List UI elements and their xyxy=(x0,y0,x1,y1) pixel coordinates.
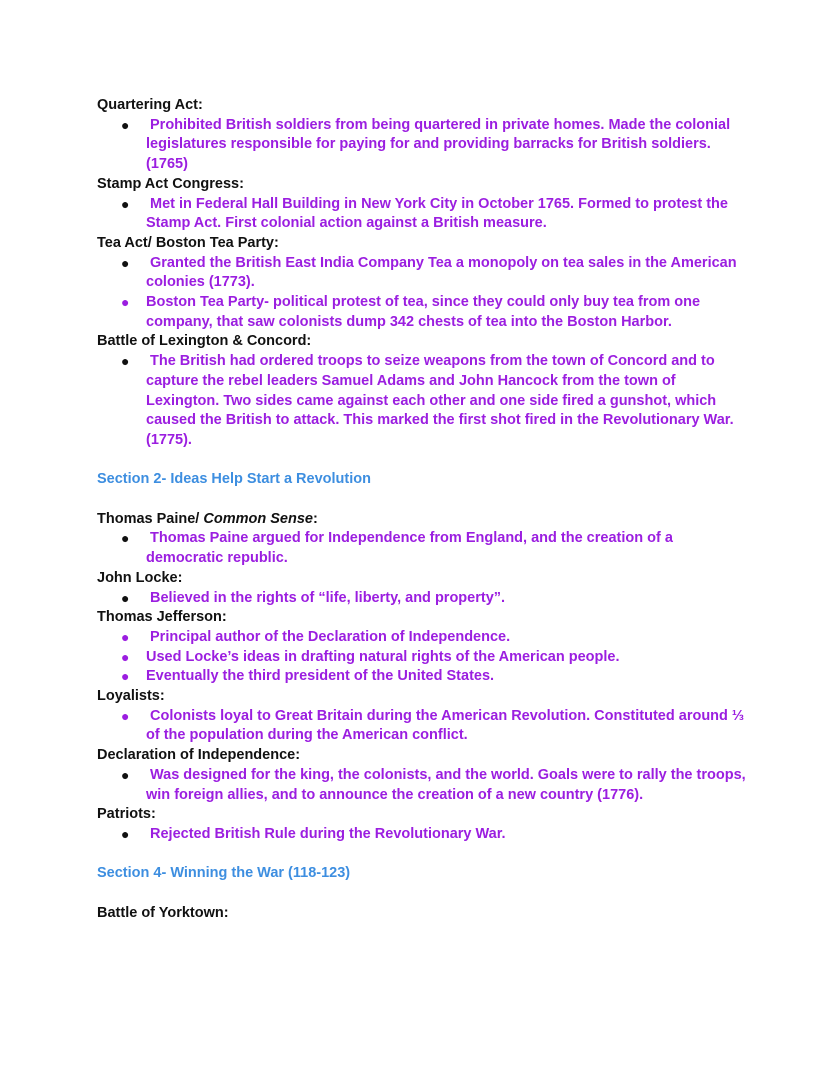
list-item: ● Was designed for the king, the colonists, and the world. Goals were to rally the troops, win foreign allies, and to announce the creation of a new country (1776). xyxy=(121,766,746,803)
bullet-icon: ● xyxy=(121,254,130,271)
list-item: ● Used Locke’s ideas in drafting natural rights of the American people. xyxy=(97,648,747,668)
list-item: ● Met in Federal Hall Building in New York City in October 1765. Formed to protest the Stamp Act. First colonial action against a British measure. xyxy=(121,195,728,232)
bullet-list xyxy=(97,195,747,234)
list-item: ● The British had ordered troops to seize weapons from the town of Concord and to capture the rebel leaders Samuel Adams and John Hancock from the town of Lexington. Two sides came against each other and one side fired a gunshot, which caused the British to attack. This marked the first shot fired in the Revolutionary War. (1775). xyxy=(121,353,734,448)
spacer xyxy=(97,884,747,904)
bullet-icon: ● xyxy=(121,766,130,783)
bullet-list xyxy=(97,352,747,451)
spacer xyxy=(97,490,747,510)
list-item: ● Colonists loyal to Great Britain during the American Revolution. Constituted around ⅓ of the population during the American conflict. xyxy=(121,707,745,744)
bullet-icon: ● xyxy=(121,294,130,311)
document-page xyxy=(97,96,747,923)
list-item: ● Believed in the rights of “life, liberty, and property”. xyxy=(97,589,747,609)
term-stamp-act-congress: Stamp Act Congress: xyxy=(97,175,244,192)
bullet-list xyxy=(97,589,747,609)
bullet-list xyxy=(97,825,747,845)
list-item: ● Thomas Paine argued for Independence from England, and the creation of a democratic republic. xyxy=(121,530,673,567)
bullet-list xyxy=(97,766,747,805)
list-item: ● Eventually the third president of the United States. xyxy=(97,667,747,687)
term-john-locke: John Locke: xyxy=(97,569,183,586)
section-heading-2: Section 2- Ideas Help Start a Revolution xyxy=(97,471,371,488)
term-battle-of-yorktown: Battle of Yorktown: xyxy=(97,904,229,921)
bullet-list xyxy=(97,628,747,687)
term-loyalists: Loyalists: xyxy=(97,688,165,705)
bullet-icon: ● xyxy=(121,116,130,133)
bullet-icon: ● xyxy=(121,628,130,645)
term-declaration: Declaration of Independence: xyxy=(97,747,301,764)
bullet-list xyxy=(97,707,747,746)
term-quartering-act: Quartering Act: xyxy=(97,97,203,113)
list-item: ● Granted the British East India Company Tea a monopoly on tea sales in the American colonies (1773). xyxy=(121,254,737,291)
section-heading-4: Section 4- Winning the War (118-123) xyxy=(97,865,351,882)
term-lexington-concord: Battle of Lexington & Concord: xyxy=(97,333,312,350)
bullet-list xyxy=(97,254,747,333)
bullet-list xyxy=(97,116,747,175)
bullet-icon: ● xyxy=(121,668,130,685)
bullet-icon: ● xyxy=(121,195,130,212)
term-thomas-jefferson: Thomas Jefferson: xyxy=(97,609,227,626)
list-item: ● Boston Tea Party- political protest of tea, since they could only buy tea from one company, that saw colonists dump 342 chests of tea into the Boston Harbor. xyxy=(121,294,701,330)
bullet-icon: ● xyxy=(121,530,130,547)
list-item: ● Principal author of the Declaration of Independence. xyxy=(97,628,747,648)
bullet-icon: ● xyxy=(121,648,130,665)
bullet-icon: ● xyxy=(121,589,130,606)
term-tea-act: Tea Act/ Boston Tea Party: xyxy=(97,234,279,251)
spacer xyxy=(97,451,747,471)
bullet-list xyxy=(97,529,747,568)
bullet-icon: ● xyxy=(121,825,130,842)
term-thomas-paine: Thomas Paine/ Common Sense: xyxy=(97,510,318,527)
spacer xyxy=(97,845,747,865)
term-patriots: Patriots: xyxy=(97,806,156,823)
bullet-icon: ● xyxy=(121,353,130,370)
list-item: ● Prohibited British soldiers from being quartered in private homes. Made the colonial legislatures responsible for paying for and providing barracks for British soldiers. (1765) xyxy=(121,116,731,173)
list-item: ● Rejected British Rule during the Revolutionary War. xyxy=(97,825,747,845)
bullet-icon: ● xyxy=(121,707,130,724)
